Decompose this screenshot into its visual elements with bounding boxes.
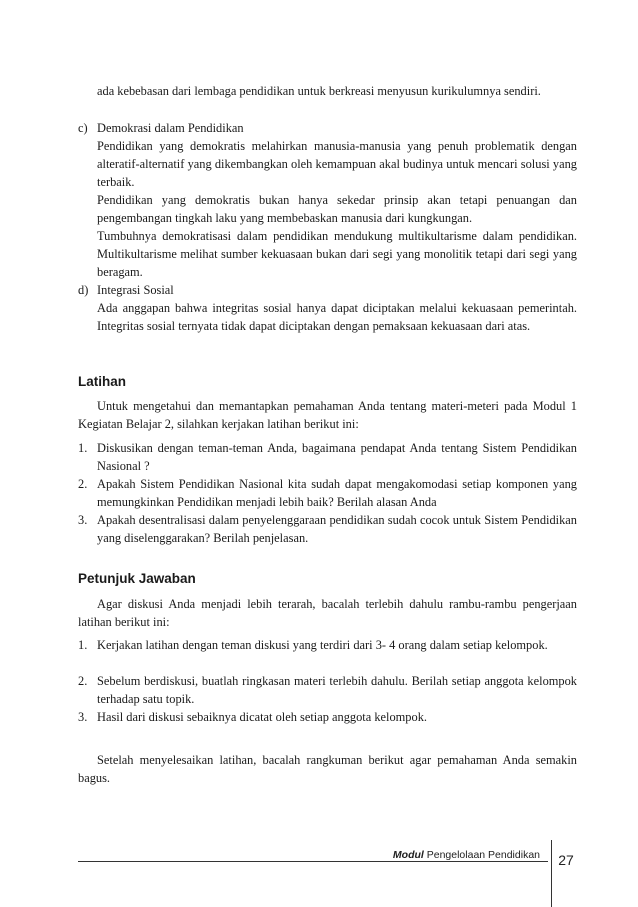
latihan-item-text: Apakah Sistem Pendidikan Nasional kita sudah dapat mengakomodasi setiap komponen yang memungkinkan Pendidikan menjadi lebih baik? Berilah alasan Anda — [97, 477, 577, 509]
item-c-label: c) — [78, 121, 88, 135]
latihan-heading: Latihan — [78, 374, 127, 389]
page-number: 27 — [558, 852, 574, 868]
item-d-title: Integrasi Sosial — [97, 283, 174, 297]
item-c-paragraph-3: Tumbuhnya demokratisasi dalam pendidikan mendukung multikultarisme dalam pendidikan. Multikultarisme melihat sumber kekuasaan bukan dari segi yang monolitik tetapi dari segi yang beragam. — [97, 229, 577, 279]
petunjuk-item-number: 1. — [78, 638, 88, 652]
item-d-label: d) — [78, 283, 89, 297]
petunjuk-item-text: Hasil dari diskusi sebaiknya dicatat oleh setiap anggota kelompok. — [97, 710, 427, 724]
latihan-intro: Untuk mengetahui dan memantapkan pemahaman Anda tentang materi-meteri pada Modul 1 Kegiatan Belajar 2, silahkan kerjakan latihan berikut ini: — [78, 399, 577, 431]
item-d-paragraph-1: Ada anggapan bahwa integritas sosial hanya dapat diciptakan melalui kekuasaan pemerintah. Integritas sosial ternyata tidak dapat diciptakan dengan pemaksaan kekuasaan dari atas. — [97, 301, 577, 333]
latihan-item-text: Diskusikan dengan teman-teman Anda, bagaimana pendapat Anda tentang Sistem Pendidikan Nasional ? — [97, 441, 577, 473]
petunjuk-intro: Agar diskusi Anda menjadi lebih terarah, bacalah terlebih dahulu rambu-rambu pengerjaan latihan berikut ini: — [78, 597, 577, 629]
footer-modul-label: Modul — [392, 849, 424, 861]
petunjuk-heading: Petunjuk Jawaban — [78, 571, 196, 586]
petunjuk-item-text: Sebelum berdiskusi, buatlah ringkasan materi terlebih dahulu. Berilah setiap anggota kelompok terhadap satu topik. — [97, 674, 577, 706]
petunjuk-item-text: Kerjakan latihan dengan teman diskusi yang terdiri dari 3- 4 orang dalam setiap kelompok. — [97, 638, 548, 652]
page-number-tab — [551, 840, 582, 907]
item-c-title: Demokrasi dalam Pendidikan — [97, 121, 244, 135]
petunjuk-item-number: 2. — [78, 674, 88, 688]
closing-paragraph: Setelah menyelesaikan latihan, bacalah rangkuman berikut agar pemahaman Anda semakin bagus. — [78, 753, 577, 785]
footer-rule — [78, 861, 548, 862]
latihan-item-number: 3. — [78, 513, 88, 527]
item-c-paragraph-2: Pendidikan yang demokratis bukan hanya sekedar prinsip akan tetapi penuangan dan pengembangan tingkah laku yang membebaskan manusia dari kungkungan. — [97, 193, 577, 225]
latihan-item-text: Apakah desentralisasi dalam penyelenggaraan pendidikan sudah cocok untuk Sistem Pendidikan yang diselenggarakan? Berilah penjelasan. — [97, 513, 577, 545]
latihan-item-number: 1. — [78, 441, 88, 455]
item-c-paragraph-1: Pendidikan yang demokratis melahirkan manusia-manusia yang penuh problematik dengan alteratif-alternatif yang dikembangkan oleh kemampuan akal budinya untuk mencari solusi yang terbaik. — [97, 139, 577, 189]
footer-modul-title: Pengelolaan Pendidikan — [426, 849, 540, 861]
footer-module-title — [393, 849, 540, 861]
petunjuk-item-number: 3. — [78, 710, 88, 724]
latihan-item-number: 2. — [78, 477, 88, 491]
continuation-paragraph: ada kebebasan dari lembaga pendidikan untuk berkreasi menyusun kurikulumnya sendiri. — [97, 84, 541, 98]
